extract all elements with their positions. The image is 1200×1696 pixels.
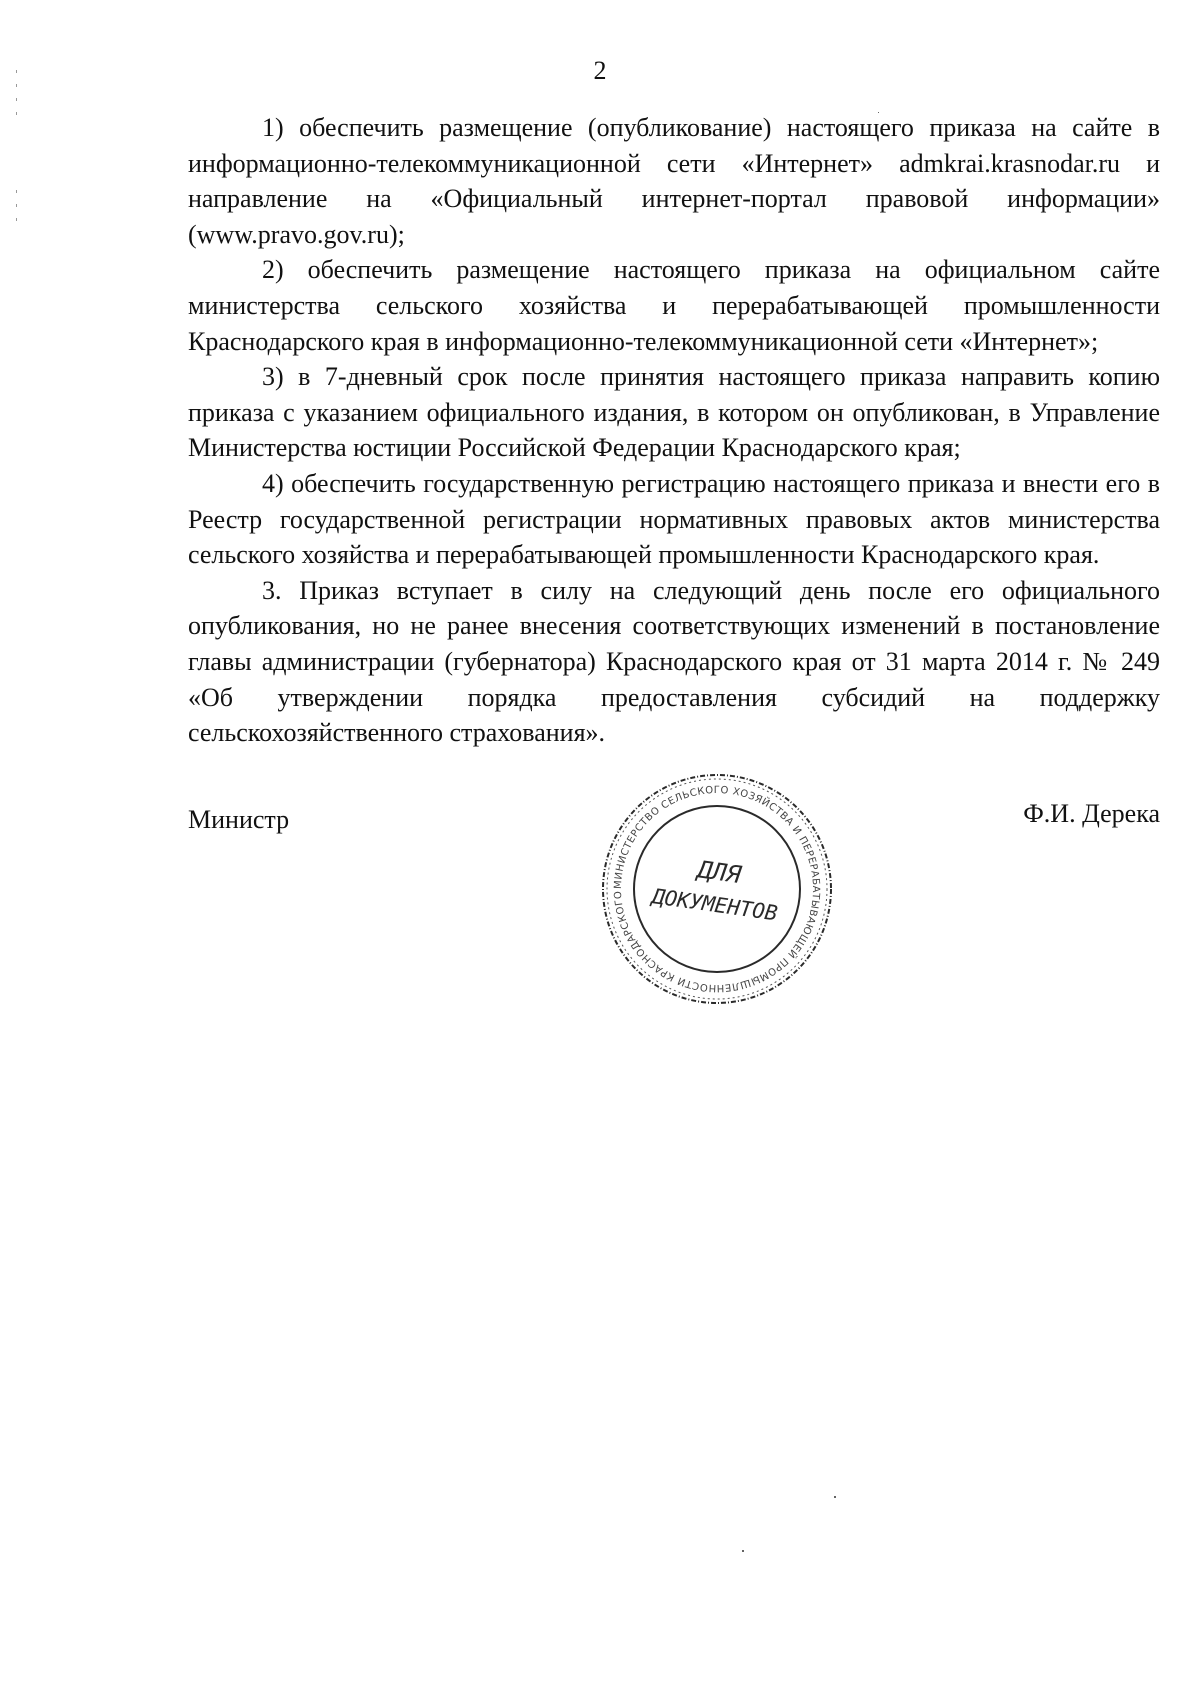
seal-line-1: ДЛЯ xyxy=(695,855,743,890)
official-seal xyxy=(592,764,842,1014)
signatory-name: Ф.И. Дерека xyxy=(1023,799,1160,828)
scan-speck xyxy=(878,112,879,113)
scan-speck xyxy=(742,1550,744,1552)
paragraph-item-3: 3) в 7-дневный срок после принятия настоящего приказа направить копию приказа с указанием официального издания, в котором он опубликован, в Управление Министерства юстиции Российской Федерации Краснодарского края; xyxy=(188,362,1160,463)
scan-artifact-dots xyxy=(14,70,20,250)
paragraph-item-4: 4) обеспечить государственную регистрацию настоящего приказа и внести его в Реестр государственной регистрации нормативных правовых актов министерства сельского хозяйства и перерабатывающей промышленности Краснодарского края. xyxy=(188,468,1160,570)
scan-speck xyxy=(834,1496,836,1498)
paragraph-effective-date: 3. Приказ вступает в силу на следующий день после его официального опубликования, но не ранее внесения соответствующих изменений в постановление главы администрации (губернатора) Краснодарского края от 31 марта 2014 г. № 249 «Об утверждении порядка предоставления субсидий на поддержку сельскохозяйственного страхования». xyxy=(188,575,1160,748)
seal-ring-text: МИНИСТЕРСТВО СЕЛЬСКОГО ХОЗЯЙСТВА И ПЕРЕРАБАТЫВАЮЩЕЙ ПРОМЫШЛЕННОСТИ КРАСНОДАРСКОГО xyxy=(612,784,822,994)
page-number: 2 xyxy=(593,56,607,85)
seal-line-2: ДОКУМЕНТОВ xyxy=(650,884,780,926)
paragraph-item-1: 1) обеспечить размещение (опубликование) настоящего приказа на сайте в информационно-телекоммуникационной сети «Интернет» admkrai.krasnodar.ru и направление на «Официальный интернет-портал правовой информации» (www.pravo.gov.ru); xyxy=(188,113,1160,249)
signatory-position: Министр xyxy=(188,805,290,834)
document-body xyxy=(188,110,1160,751)
paragraph-item-2: 2) обеспечить размещение настоящего приказа на официальном сайте министерства сельского хозяйства и перерабатывающей промышленности Краснодарского края в информационно-телекоммуникационной сети «Интернет»; xyxy=(188,255,1160,356)
